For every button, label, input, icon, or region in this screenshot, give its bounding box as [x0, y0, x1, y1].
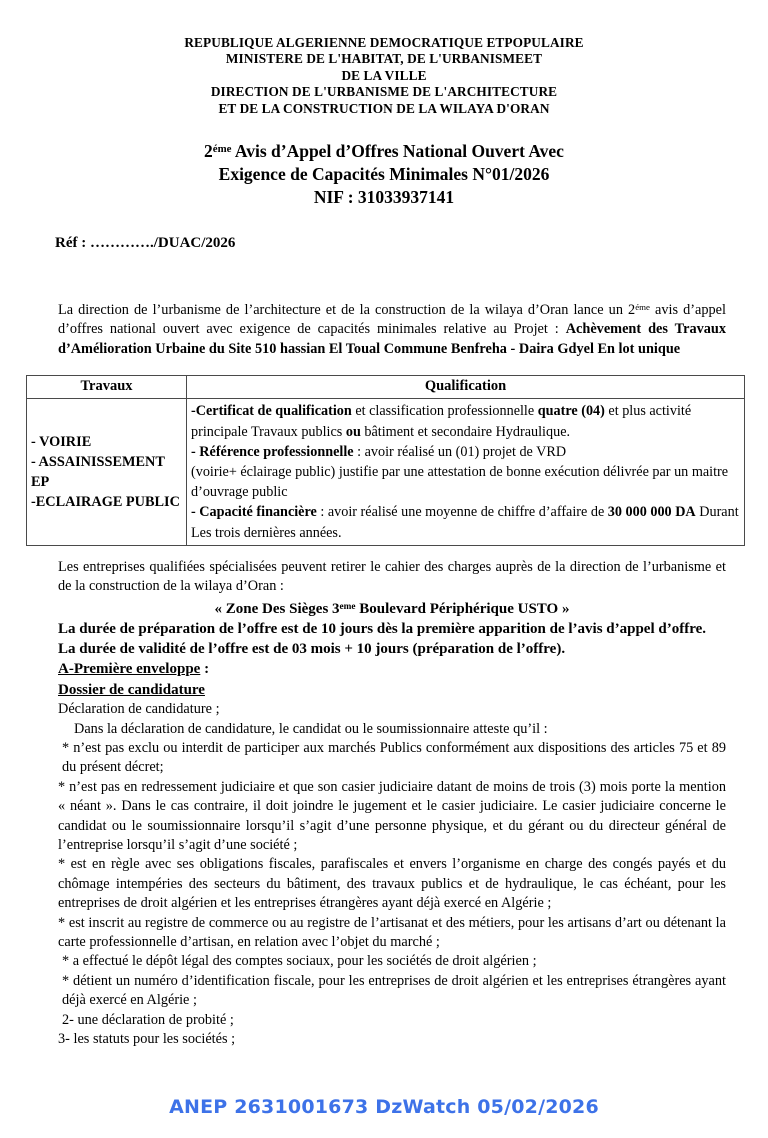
qualification-financial-mid: : avoir réalisé une moyenne de chiffre d’affaire de — [316, 504, 608, 521]
qualification-cert-rest: et plus activité principale Travaux publics — [191, 403, 692, 440]
qualification-reference-label: - Référence professionnelle — [191, 443, 354, 460]
qualification-line-3: (voirie+ éclairage public) justifie par une attestation de bonne exécution délivrée par un maitre d’ouvrage public — [191, 464, 729, 501]
address-ordinal-suffix: eme — [339, 601, 356, 612]
table-header-row — [27, 376, 745, 399]
document-body — [58, 558, 726, 1050]
table-header-travaux: Travaux — [27, 376, 187, 399]
section-first-envelope — [58, 659, 726, 680]
travaux-item: -ECLAIRAGE PUBLIC — [31, 494, 180, 511]
table-cell-qualification — [187, 399, 745, 545]
section-candidature-file — [58, 680, 726, 701]
table-row — [27, 399, 745, 545]
body-item-8: 3- les statuts pour les sociétés ; — [58, 1031, 236, 1048]
title-line-1 — [0, 138, 768, 163]
qualification-line-4 — [191, 502, 740, 542]
intro-text-part-2: avis d’appel d’offres national ouvert avec exigence de capacités minimales relative au Projet : — [58, 301, 726, 338]
body-declaration-intro: Dans la déclaration de candidature, le candidat ou le soumissionnaire atteste qu’il : — [74, 720, 548, 737]
body-item-1: * n’est pas exclu ou interdit de participer aux marchés Publics conformément aux dispositions des articles 75 et 89 du présent décret; — [62, 740, 726, 776]
table-cell-travaux — [27, 399, 187, 545]
section-candidature-file-label: Dossier de candidature — [58, 681, 205, 698]
qualification-cert-end: bâtiment et secondaire Hydraulique. — [360, 423, 571, 440]
document-title — [0, 138, 768, 209]
section-first-envelope-label: A-Première enveloppe — [58, 661, 201, 678]
header-line-direction: DIRECTION DE L'URBANISME DE L'ARCHITECTURE — [210, 84, 558, 100]
body-preparation-duration: La durée de préparation de l’offre est de 10 jours dès la première apparition de l’avis d’appel d’offre. — [58, 621, 707, 638]
qualification-reference-rest: : avoir réalisé un (01) projet de VRD — [353, 443, 567, 460]
qualification-financial-label: - Capacité financière — [191, 504, 317, 521]
qualification-cert-label: -Certificat de qualification — [191, 403, 352, 420]
title-line-3-nif: NIF : 31033937141 — [313, 186, 455, 207]
header-line-republic: REPUBLIQUE ALGERIENNE DEMOCRATIQUE ETPOPULAIRE — [184, 35, 584, 50]
header-line-ministry: MINISTERE DE L'HABITAT, DE L'URBANISMEET — [225, 51, 543, 67]
body-validity-duration: La durée de validité de l’offre est de 03 mois + 10 jours (préparation de l’offre). — [58, 641, 566, 658]
qualification-line-2 — [191, 442, 740, 462]
body-item-5: * a effectué le dépôt légal des comptes sociaux, pour les sociétés de droit algérien ; — [62, 953, 537, 970]
qualification-cert-mid: et classification professionnelle — [351, 403, 538, 420]
title-line-2: Exigence de Capacités Minimales N°01/2026 — [218, 163, 550, 184]
table-header-qualification: Qualification — [187, 376, 745, 399]
address-rest: Boulevard Périphérique USTO » — [355, 600, 570, 617]
qualification-table — [26, 375, 745, 545]
intro-project-name: Achèvement des Travaux d’Amélioration Urbaine du Site 510 hassian El Toual Commune Benfreha - Daira Gdyel En lot unique — [58, 321, 726, 357]
travaux-item: - VOIRIE — [31, 434, 92, 451]
qualification-financial-amount: 30 000 000 DA — [607, 504, 696, 521]
body-item-7: 2- une déclaration de probité ; — [62, 1011, 234, 1028]
body-address-line — [58, 598, 726, 620]
title-ordinal-number: 2 — [204, 140, 213, 161]
body-item-4: * est inscrit au registre de commerce ou au registre de l’artisanat et des métiers, pour les artisans d’art ou détenant la carte professionnelle d’artisan, en relation avec l’objet du marché ; — [58, 914, 726, 951]
qualification-line-1 — [191, 401, 740, 441]
intro-text-part-1: La direction de l’urbanisme de l’architecture et de la construction de la wilaya d’Oran lance un — [58, 301, 629, 318]
intro-paragraph — [58, 298, 726, 359]
travaux-list — [31, 432, 182, 512]
intro-ordinal-suffix: éme — [635, 301, 650, 312]
body-item-2: * n’est pas en redressement judiciaire et que son casier judiciaire datant de moins de trois (3) mois porte la mention « néant ». Dans le cas contraire, il doit joindre le jugement et le casier judiciaire. Le casier judiciaire concerne le candidat ou le soumissionnaire lorsqu’il s’agit d’une personne physique, et du gérant ou du directeur général de l’entreprise lorsqu’il s’agit d’une société ; — [58, 778, 726, 854]
section-first-envelope-suffix: : — [200, 661, 210, 678]
reference-line: Réf : …………./DUAC/2026 — [55, 234, 236, 251]
intro-ordinal-number: 2 — [628, 301, 636, 318]
address-prefix: « Zone Des Sièges 3 — [214, 600, 340, 617]
body-item-3: * est en règle avec ses obligations fiscales, parafiscales et envers l’organisme en charge des congés payés et du chômage intempéries des secteurs du bâtiment, des travaux publics et de hydraulique, le cas échéant, pour les entreprises de droit algérien et les entreprises étrangères ayant déjà exercé en Algérie ; — [58, 856, 726, 912]
header-line-city: DE LA VILLE — [341, 67, 427, 83]
body-declaration-line: Déclaration de candidature ; — [58, 701, 220, 718]
qualification-cert-or: ou — [345, 423, 361, 440]
document-header — [0, 0, 768, 117]
body-item-6: * détient un numéro d’identification fiscale, pour les entreprises de droit algérien et les entreprises étrangères ayant déjà exercé en Algérie ; — [62, 972, 726, 1009]
anep-footer: ANEP 2631001673 DzWatch 05/02/2026 — [169, 1096, 599, 1118]
title-ordinal-suffix: éme — [212, 143, 232, 156]
title-line-1-rest: Avis d’Appel d’Offres National Ouvert Avec — [231, 140, 564, 161]
travaux-item: - ASSAINISSEMENT EP — [31, 454, 165, 491]
qualification-financial-end: Durant Les trois dernières années. — [191, 504, 739, 541]
qualification-cert-level: quatre (04) — [537, 403, 605, 420]
header-line-construction: ET DE LA CONSTRUCTION DE LA WILAYA D'ORAN — [218, 100, 550, 116]
body-paragraph-withdrawal: Les entreprises qualifiées spécialisées peuvent retirer le cahier des charges auprès de la direction de l’urbanisme et de la construction de la wilaya d’Oran : — [58, 558, 726, 595]
